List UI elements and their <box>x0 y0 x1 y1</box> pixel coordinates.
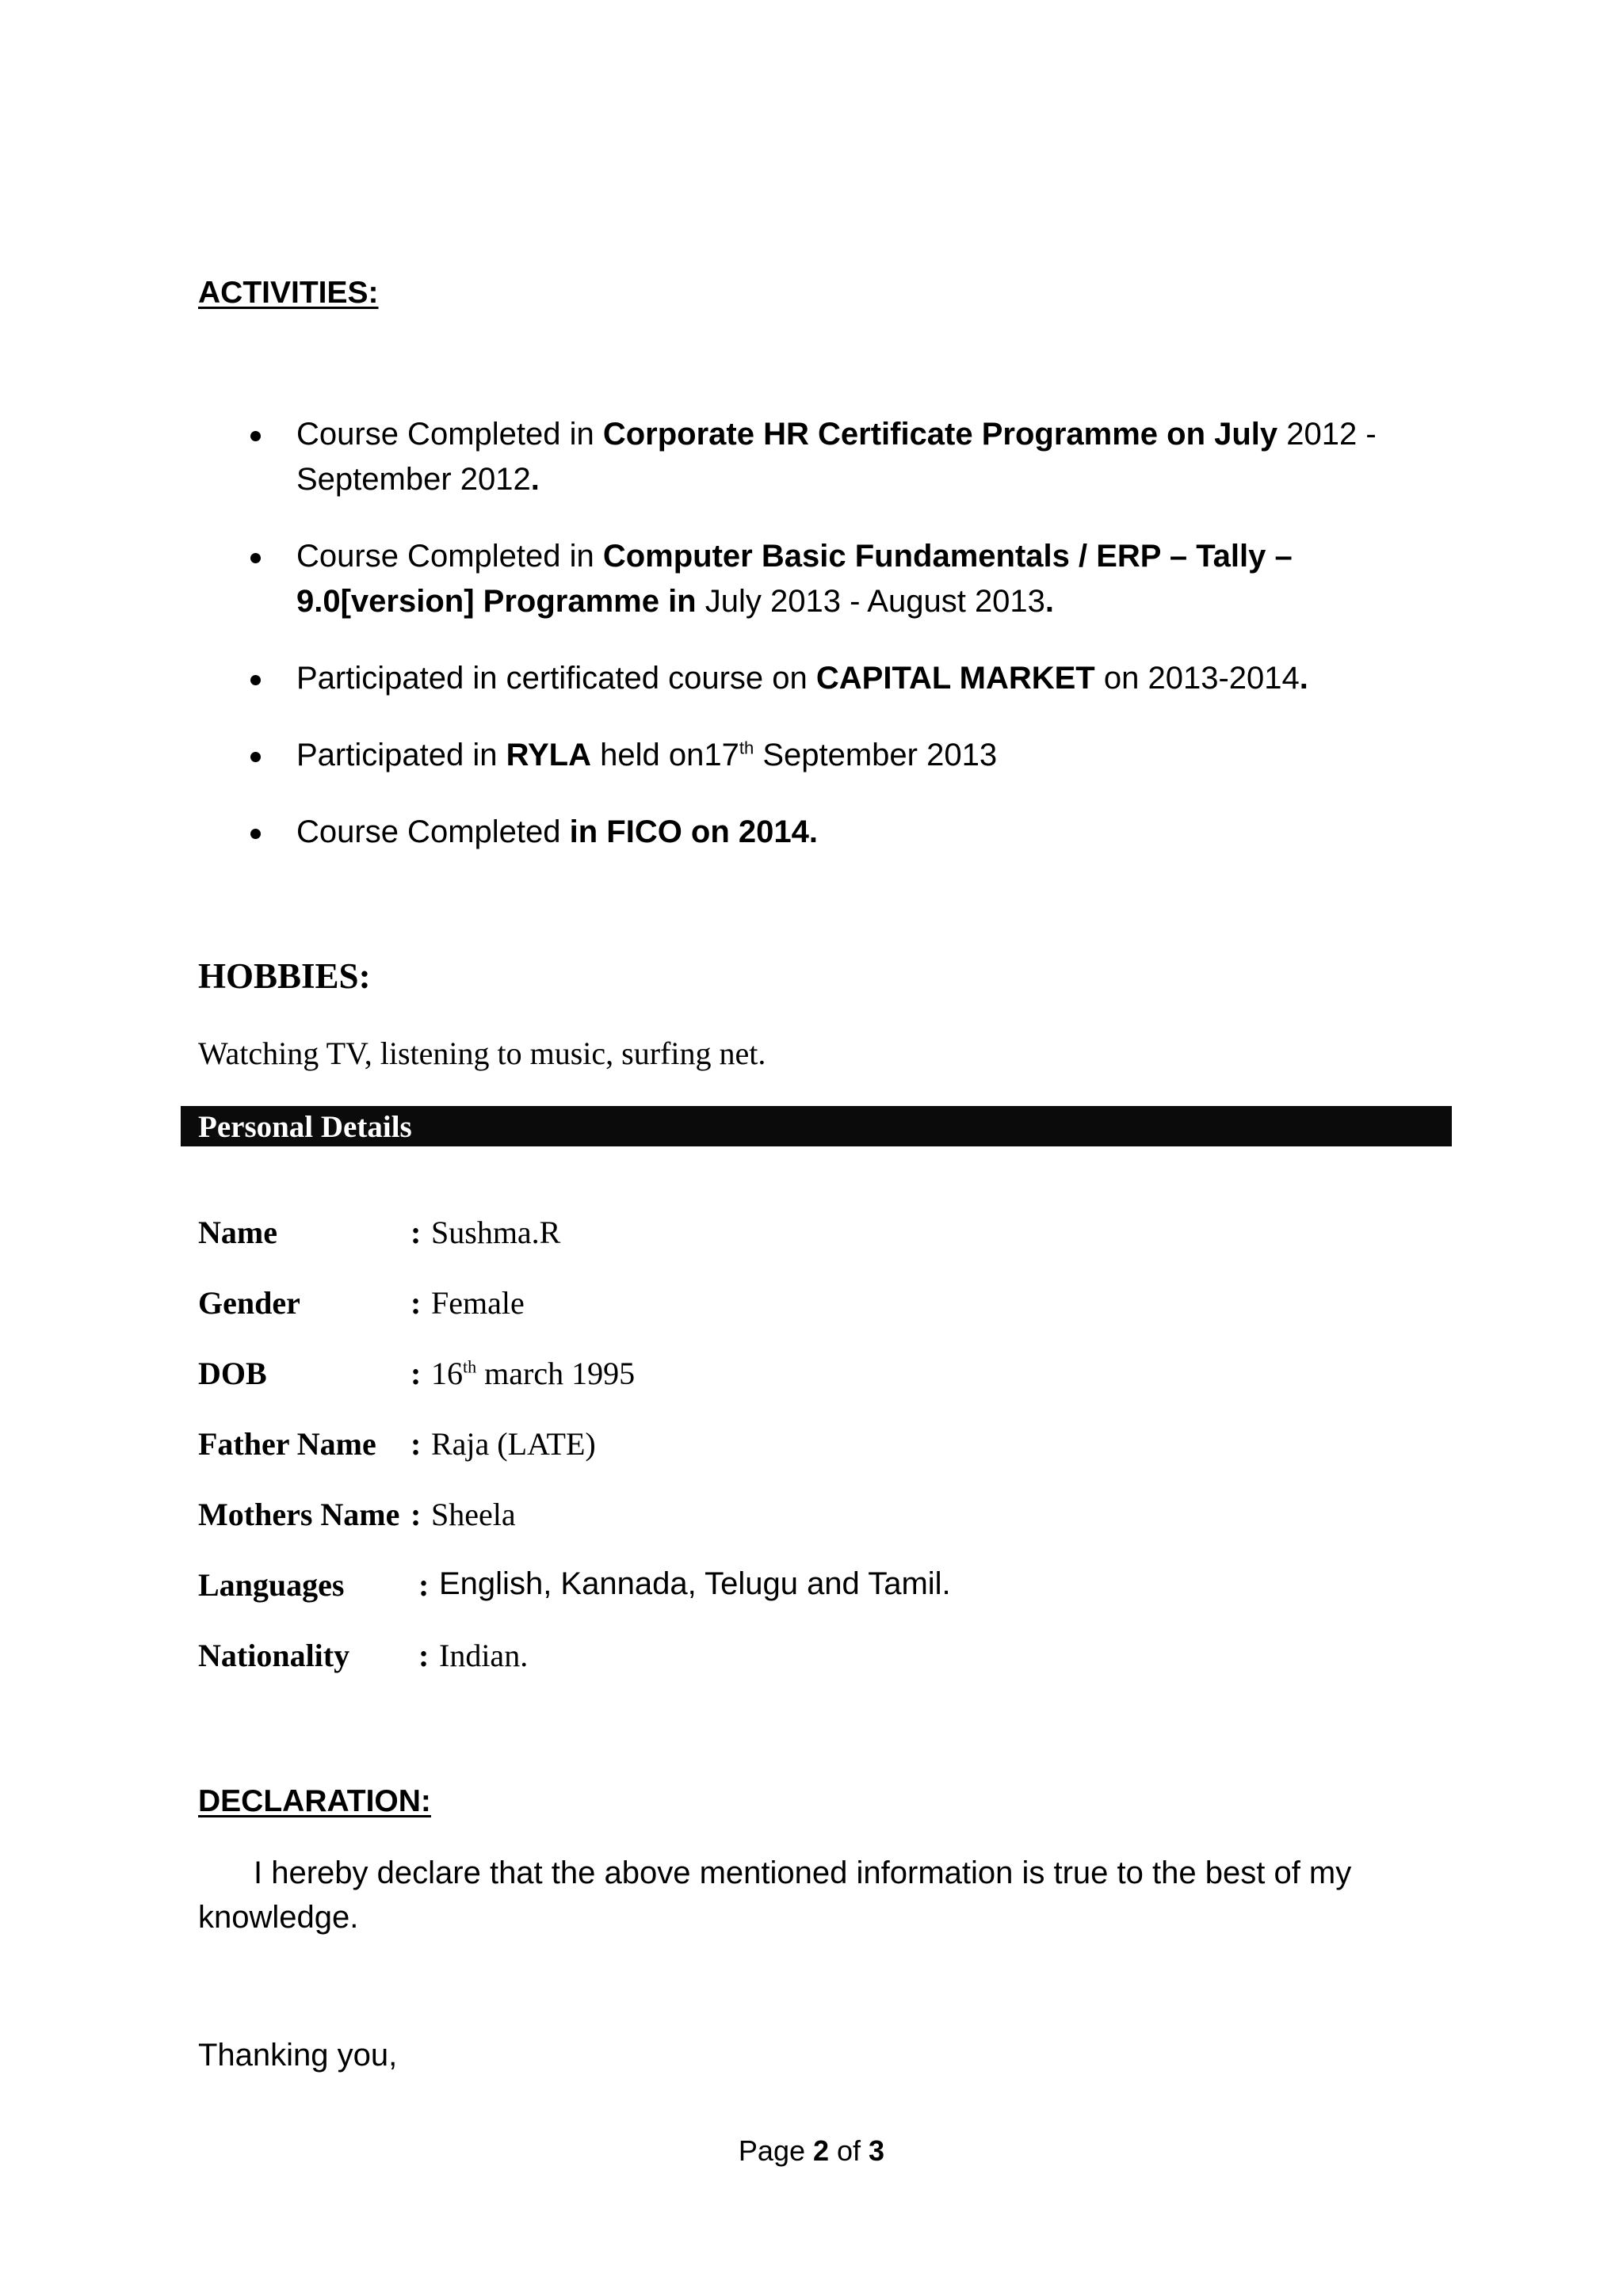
personal-details-heading: Personal Details <box>198 1110 412 1144</box>
page-number: 2 <box>812 2134 830 2167</box>
bullet-icon <box>250 431 261 441</box>
detail-row-nationality: Nationality : Indian. <box>198 1638 529 1673</box>
page-footer: Page 2 of 3 <box>738 2134 885 2167</box>
detail-row-father-name: Father Name : Raja (LATE) <box>198 1426 596 1462</box>
list-item: Participated in RYLA held on17th September 2013 <box>198 733 1434 778</box>
bullet-icon <box>250 752 261 762</box>
hobbies-heading: HOBBIES: <box>198 956 371 996</box>
detail-row-dob: DOB : 16th march 1995 <box>198 1356 636 1391</box>
closing-text: Thanking you, <box>198 2038 398 2073</box>
detail-row-name: Name : Sushma.R <box>198 1215 561 1250</box>
list-item: Participated in certificated course on CAPITAL MARKET on 2013-2014. <box>198 656 1434 701</box>
page-total: 3 <box>869 2134 885 2167</box>
declaration-text: I hereby declare that the above mentioned information is true to the best of my knowledge. <box>198 1855 1352 1935</box>
activities-heading: ACTIVITIES: <box>198 276 379 310</box>
detail-row-gender: Gender : Female <box>198 1285 525 1321</box>
bullet-icon <box>250 553 261 563</box>
detail-row-mothers-name: Mothers Name : Sheela <box>198 1497 516 1532</box>
declaration-heading: DECLARATION: <box>198 1784 431 1818</box>
hobbies-text: Watching TV, listening to music, surfing net. <box>198 1035 766 1071</box>
detail-row-languages: Languages : English, Kannada, Telugu and Tamil. <box>198 1566 951 1603</box>
list-item: Course Completed in Corporate HR Certificate Programme on July 2012 - September 2012. <box>198 412 1434 502</box>
personal-details-bar <box>181 1106 1452 1146</box>
activities-list <box>198 412 1434 887</box>
list-item: Course Completed in Computer Basic Fundamentals / ERP – Tally – 9.0[version] Programme in July 2013 - August 2013. <box>198 534 1434 624</box>
list-item: Course Completed in FICO on 2014. <box>198 810 1434 855</box>
bullet-icon <box>250 675 261 685</box>
bullet-icon <box>250 829 261 839</box>
